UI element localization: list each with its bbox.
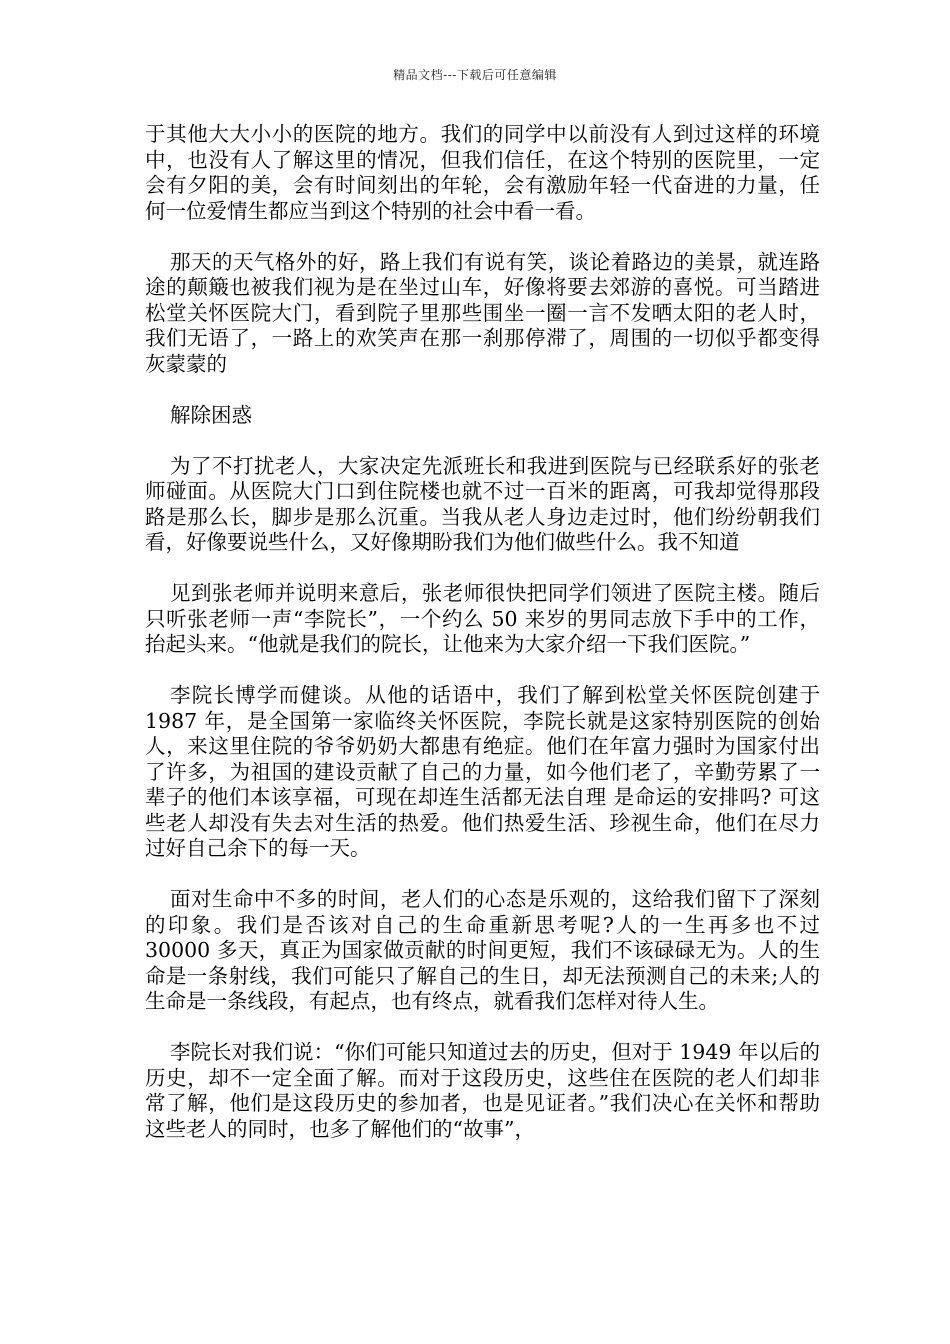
page-header: 精品文档---下载后可任意编辑 — [393, 68, 557, 82]
paragraph: 李院长对我们说：“你们可能只知道过去的历史，但对于 1949 年以后的历史，却不一定全面了解。而对于这段历史，这些住在医院的老人们却非常了解，他们是这段历史的参加者，也是见证者。”我们决心在关怀和帮助这些老人的同时，也多了解他们的“故事”， — [145, 1040, 820, 1141]
paragraph: 见到张老师并说明来意后，张老师很快把同学们领进了医院主楼。随后只听张老师一声“李院长”，一个约么 50 来岁的男同志放下手中的工作，抬起头来。“他就是我们的院长，让他来为大家介绍一下我们医院。” — [145, 581, 820, 656]
section-heading: 解除困惑 — [170, 402, 252, 427]
paragraph: 于其他大大小小的医院的地方。我们的同学中以前没有人到过这样的环境中，也没有人了解这里的情况，但我们信任，在这个特别的医院里，一定会有夕阳的美，会有时间刻出的年轮，会有激励年轻一代奋进的力量，任何一位爱情生都应当到这个特别的社会中看一看。 — [145, 122, 820, 223]
paragraph: 面对生命中不多的时间，老人们的心态是乐观的，这给我们留下了深刻的印象。我们是否该对自己的生命重新思考呢?人的一生再多也不过 30000 多天，真正为国家做贡献的时间更短，我们不该碌碌无为。人的生命是一条射线，我们可能只了解自己的生日，却无法预测自己的未来;人的生命是一条线段，有起点，也有终点，就看我们怎样对待人生。 — [145, 887, 820, 1013]
paragraph: 为了不打扰老人，大家决定先派班长和我进到医院与已经联系好的张老师碰面。从医院大门口到住院楼也就不过一百米的距离，可我却觉得那段路是那么长，脚步是那么沉重。当我从老人身边走过时，他们纷纷朝我们看，好像要说些什么，又好像期盼我们为他们做些什么。我不知道 — [145, 453, 820, 554]
paragraph: 李院长博学而健谈。从他的话语中，我们了解到松堂关怀医院创建于 1987 年，是全国第一家临终关怀医院，李院长就是这家特别医院的创始人，来这里住院的爷爷奶奶大都患有绝症。他们在年富力强时为国家付出了许多，为祖国的建设贡献了自己的力量，如今他们老了，辛勤劳累了一辈子的他们本该享福，可现在却连生活都无法自理 是命运的安排吗? 可这些老人却没有失去对生活的热爱。他们热爱生活、珍视生命，他们在尽力过好自己余下的每一天。 — [145, 683, 820, 860]
document-body — [145, 122, 820, 1142]
paragraph: 那天的天气格外的好，路上我们有说有笑，谈论着路边的美景，就连路途的颠簸也被我们视为是在坐过山车，好像将要去郊游的喜悦。可当踏进松堂关怀医院大门，看到院子里那些围坐一圈一言不发晒太阳的老人时，我们无语了，一路上的欢笑声在那一刹那停滞了，周围的一切似乎都变得灰蒙蒙的 — [145, 249, 820, 376]
